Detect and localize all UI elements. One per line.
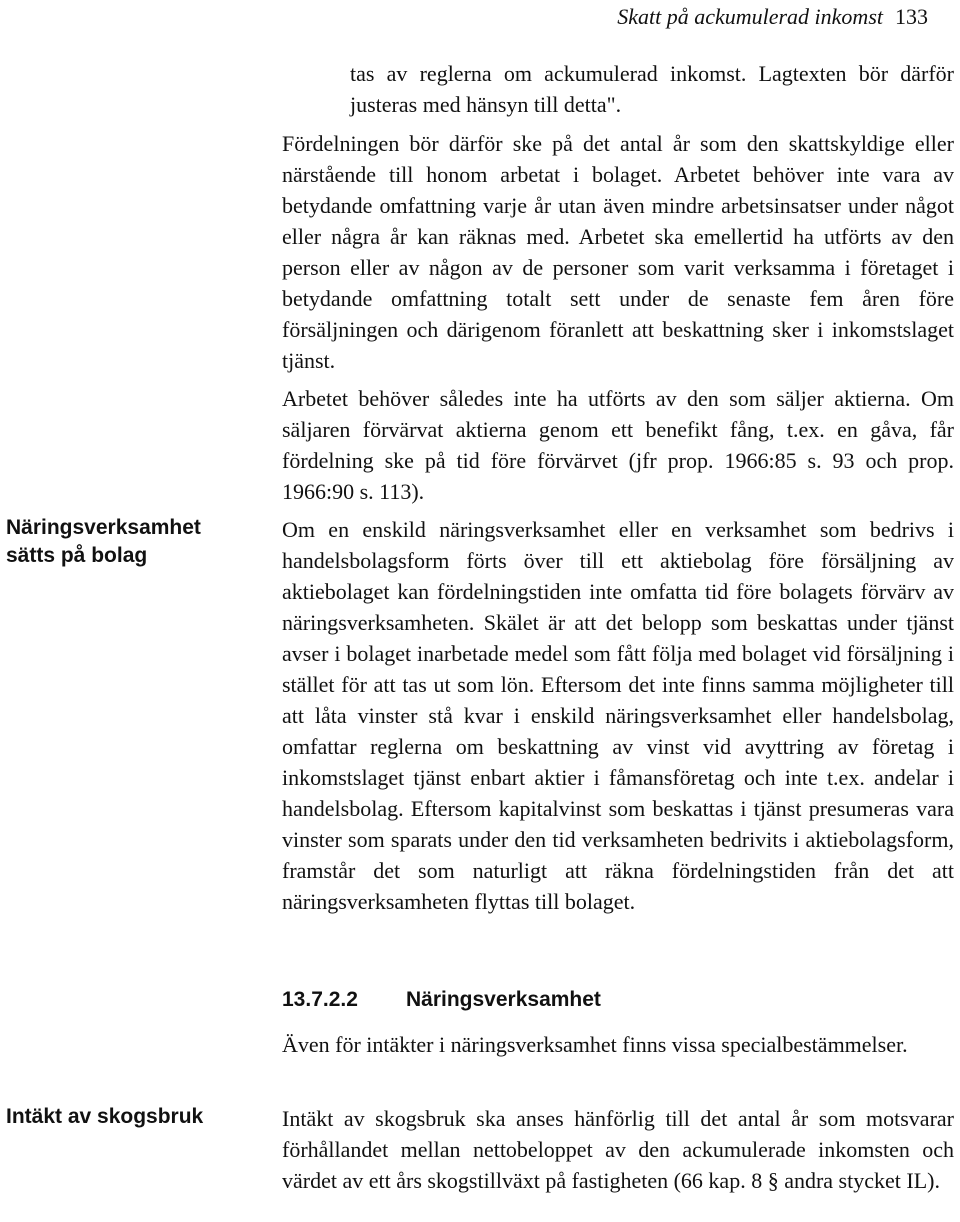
margin-note-business-to-company: Näringsverksamhet sätts på bolag: [6, 516, 201, 567]
running-title: Skatt på ackumulerad inkomst: [617, 4, 883, 29]
section-number: 13.7.2.2: [282, 988, 358, 1011]
running-header: [0, 0, 928, 40]
section-heading: [282, 984, 954, 1015]
paragraph-forestry-income: Intäkt av skogsbruk ska anses hänförlig till det antal år som motsvarar förhållandet mellan nettobeloppet av den ackumulerade inkomsten och värdet av ett års skogstillväxt på fastigheten (66 kap. 8 § andra stycket IL).: [282, 1106, 954, 1193]
page-number: 133: [895, 4, 928, 29]
paragraph-distribution: Fördelningen bör därför ske på det antal år som den skattskyldige eller närstående till honom arbetat i bolaget. Arbetet behöver inte vara av betydande omfattning varje år utan även mindre arbetsinsatser under något eller några år kan räknas med. Arbetet ska emellertid ha utförts av den person eller av någon av de personer som varit verksamma i företaget i betydande omfattning totalt sett under de senaste fem åren före försäljningen och därigenom föranlett att beskattning sker i inkomstslaget tjänst.: [282, 131, 954, 373]
paragraph-business-transferred: Om en enskild näringsverksamhet eller en verksamhet som bedrivs i handelsbolagsform förts över till ett aktiebolag före försäljning av aktiebolaget kan fördelningstiden inte omfatta tid före bolagets förvärv av näringsverksamheten. Skälet är att det belopp som beskattas under tjänst avser i bolaget inarbetade medel som fått följa med bolaget vid försäljning i stället för att tas ut som lön. Eftersom det inte finns samma möjligheter till att låta vinster stå kvar i enskild näringsverksamhet eller handelsbolag, omfattar reglerna om beskattning av vinst vid avyttring av företag i inkomstslaget tjänst enbart aktier i fåmansföretag och inte t.ex. andelar i handelsbolag. Eftersom kapitalvinst som beskattas i tjänst presumeras vara vinster som sparats under den tid verksamheten bedrivits i aktiebolagsform, framstår det som naturligt att räkna fördelningstiden från det att näringsverksamheten flyttas till bolaget.: [282, 517, 954, 914]
margin-note-forestry: Intäkt av skogsbruk: [6, 1105, 204, 1128]
paragraph-special-provisions: Även för intäkter i näringsverksamhet finns vissa specialbestämmelser.: [282, 1032, 908, 1057]
section-title: Näringsverksamhet: [406, 988, 601, 1011]
paragraph-work-performed: Arbetet behöver således inte ha utförts av den som säljer aktierna. Om säljaren förvärvat aktierna genom ett benefikt fång, t.ex. en gåva, får fördelning ske på tid före förvärvet (jfr prop. 1966:85 s. 93 och prop. 1966:90 s. 113).: [282, 386, 954, 504]
quoted-text: tas av reglerna om ackumulerad inkomst. Lagtexten bör därför justeras med hänsyn till detta".: [350, 61, 954, 117]
